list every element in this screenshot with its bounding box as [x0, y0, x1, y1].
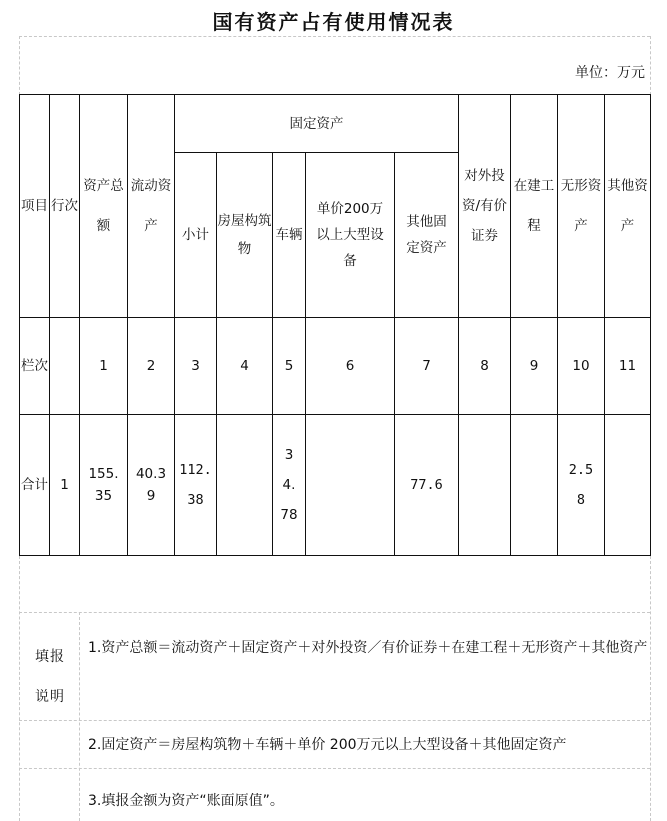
large-equipment-value [306, 415, 395, 556]
column-number: 8 [459, 318, 511, 415]
column-number: 1 [80, 318, 128, 415]
page-title: 国有资产占有使用情况表 [212, 10, 455, 34]
guide-line [19, 720, 650, 721]
header-subtotal: 小计 [175, 153, 217, 318]
guide-line [650, 556, 651, 821]
header-buildings: 房屋构筑物 [217, 153, 273, 318]
column-number: 2 [128, 318, 175, 415]
column-number: 7 [395, 318, 459, 415]
vehicles-value: 34.78 [273, 415, 306, 556]
other-assets-value [605, 415, 651, 556]
buildings-value [217, 415, 273, 556]
total-row-no: 1 [50, 415, 80, 556]
header-other-assets: 其他资产 [605, 95, 651, 318]
column-number: 11 [605, 318, 651, 415]
column-number: 9 [511, 318, 558, 415]
note-item: 2.固定资产＝房屋构筑物＋车辆＋单价 200万元以上大型设备＋其他固定资产 [88, 737, 567, 753]
total-row-label: 合计 [20, 415, 50, 556]
column-number: 4 [217, 318, 273, 415]
guide-line [79, 612, 80, 821]
header-investments: 对外投资/有价证券 [459, 95, 511, 318]
investments-value [459, 415, 511, 556]
current-assets-value: 40.39 [128, 415, 175, 556]
header-construction: 在建工程 [511, 95, 558, 318]
notes-label: 填报说明 [35, 649, 65, 705]
guide-line [19, 36, 650, 37]
note-item: 3.填报金额为资产“账面原值”。 [88, 793, 284, 809]
guide-line [19, 612, 650, 613]
header-item: 项目 [20, 95, 50, 318]
note-item: 1.资产总额＝流动资产＋固定资产＋对外投资／有价证券＋在建工程＋无形资产＋其他资产 [88, 640, 648, 656]
column-number: 5 [273, 318, 306, 415]
header-total-assets: 资产总额 [80, 95, 128, 318]
subtotal-value: 112.38 [175, 415, 217, 556]
header-large-equipment: 单价200万以上大型设备 [306, 153, 395, 318]
header-other-fixed: 其他固定资产 [395, 153, 459, 318]
column-number: 6 [306, 318, 395, 415]
guide-line [19, 36, 20, 95]
other-fixed-value: 77.6 [395, 415, 459, 556]
guide-line [650, 36, 651, 95]
unit-label: 单位：万元 [575, 65, 645, 81]
column-number: 10 [558, 318, 605, 415]
header-row-no: 行次 [50, 95, 80, 318]
column-number: 3 [175, 318, 217, 415]
column-row-blank [50, 318, 80, 415]
header-current-assets: 流动资产 [128, 95, 175, 318]
column-row-label: 栏次 [20, 318, 50, 415]
guide-line [19, 768, 650, 769]
header-intangible: 无形资产 [558, 95, 605, 318]
construction-value [511, 415, 558, 556]
guide-line [19, 556, 20, 821]
intangible-value: 2.58 [558, 415, 605, 556]
total-assets-value: 155.35 [80, 415, 128, 556]
assets-table [19, 94, 651, 556]
header-fixed-assets: 固定资产 [175, 95, 459, 153]
header-vehicles: 车辆 [273, 153, 306, 318]
